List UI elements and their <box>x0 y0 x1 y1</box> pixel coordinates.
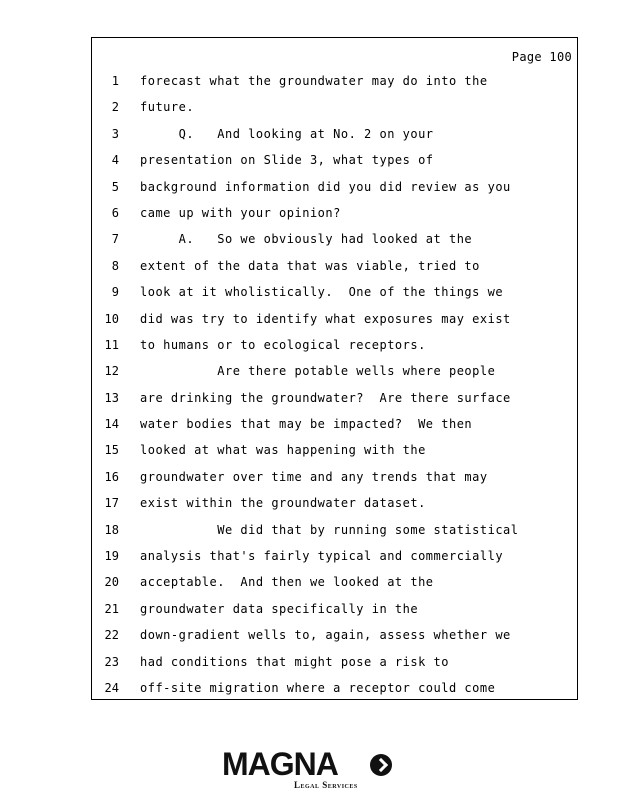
line-number: 5 <box>111 179 119 194</box>
line-text: forecast what the groundwater may do into the <box>140 74 488 88</box>
line-number: 14 <box>104 417 119 432</box>
line-number: 12 <box>104 364 119 379</box>
transcript-line <box>92 178 577 204</box>
line-number: 16 <box>104 469 119 484</box>
transcript-line <box>92 494 577 520</box>
arrow-circle-icon <box>370 754 392 776</box>
line-text: are drinking the groundwater? Are there surface <box>140 390 511 405</box>
line-number: 2 <box>111 100 119 115</box>
transcript-line <box>92 151 577 177</box>
transcript-line <box>92 310 577 336</box>
transcript-line <box>92 98 577 124</box>
line-text: looked at what was happening with the <box>140 443 426 458</box>
transcript-page <box>91 37 578 700</box>
line-number: 3 <box>111 126 119 141</box>
line-number: 21 <box>104 601 119 616</box>
line-number: 4 <box>111 153 119 168</box>
transcript-line <box>92 257 577 283</box>
transcript-line <box>92 283 577 309</box>
line-number: 20 <box>104 575 119 590</box>
logo-wordmark: MAGNA <box>222 746 338 782</box>
line-text: down-gradient wells to, again, assess whether we <box>140 628 511 643</box>
transcript-line <box>92 441 577 467</box>
magna-logo <box>222 746 398 794</box>
line-number: 6 <box>111 205 119 220</box>
line-text: Q. And looking at No. 2 on your <box>140 126 434 141</box>
line-text: groundwater over time and any trends that may <box>140 469 488 484</box>
line-text: extent of the data that was viable, tried to <box>140 258 480 273</box>
line-text: Are there potable wells where people <box>140 364 496 379</box>
line-text: water bodies that may be impacted? We then <box>140 417 473 432</box>
transcript-line <box>92 362 577 388</box>
transcript-line <box>92 573 577 599</box>
line-text: A. So we obviously had looked at the <box>140 232 473 247</box>
line-number: 13 <box>104 390 119 405</box>
line-text: future. <box>140 100 195 115</box>
transcript-line <box>92 547 577 573</box>
logo-subtitle: Legal Services <box>294 780 358 790</box>
transcript-line <box>92 600 577 626</box>
line-text: did was try to identify what exposures may exist <box>140 311 511 326</box>
line-text: groundwater data specifically in the <box>140 601 419 616</box>
transcript-line <box>92 468 577 494</box>
line-number: 1 <box>111 74 119 88</box>
transcript-line <box>92 125 577 151</box>
transcript-line <box>92 389 577 415</box>
transcript-line <box>92 336 577 362</box>
line-text: had conditions that might pose a risk to <box>140 654 449 669</box>
transcript-lines <box>92 72 577 705</box>
line-number: 7 <box>111 232 119 247</box>
line-text: analysis that's fairly typical and commercially <box>140 549 504 564</box>
line-text: off-site migration where a receptor could come <box>140 680 496 695</box>
line-text: look at it wholistically. One of the things we <box>140 285 504 300</box>
line-number: 8 <box>111 258 119 273</box>
line-text: to humans or to ecological receptors. <box>140 337 426 352</box>
transcript-line <box>92 415 577 441</box>
line-number: 18 <box>104 522 119 537</box>
transcript-line <box>92 204 577 230</box>
transcript-line <box>92 72 577 98</box>
line-text: came up with your opinion? <box>140 205 341 220</box>
line-text: exist within the groundwater dataset. <box>140 496 426 511</box>
page-number: Page 100 <box>511 50 572 64</box>
line-text: background information did you did review as you <box>140 179 511 194</box>
line-number: 24 <box>104 680 119 695</box>
line-text: acceptable. And then we looked at the <box>140 575 434 590</box>
line-number: 22 <box>104 628 119 643</box>
line-number: 9 <box>111 285 119 300</box>
line-number: 11 <box>104 337 119 352</box>
transcript-line <box>92 679 577 705</box>
line-number: 17 <box>104 496 119 511</box>
transcript-line <box>92 626 577 652</box>
line-text: presentation on Slide 3, what types of <box>140 153 434 168</box>
transcript-line <box>92 521 577 547</box>
transcript-line <box>92 230 577 256</box>
line-number: 10 <box>104 311 119 326</box>
line-number: 15 <box>104 443 119 458</box>
line-number: 23 <box>104 654 119 669</box>
line-number: 19 <box>104 549 119 564</box>
transcript-line <box>92 653 577 679</box>
line-text: We did that by running some statistical <box>140 522 519 537</box>
